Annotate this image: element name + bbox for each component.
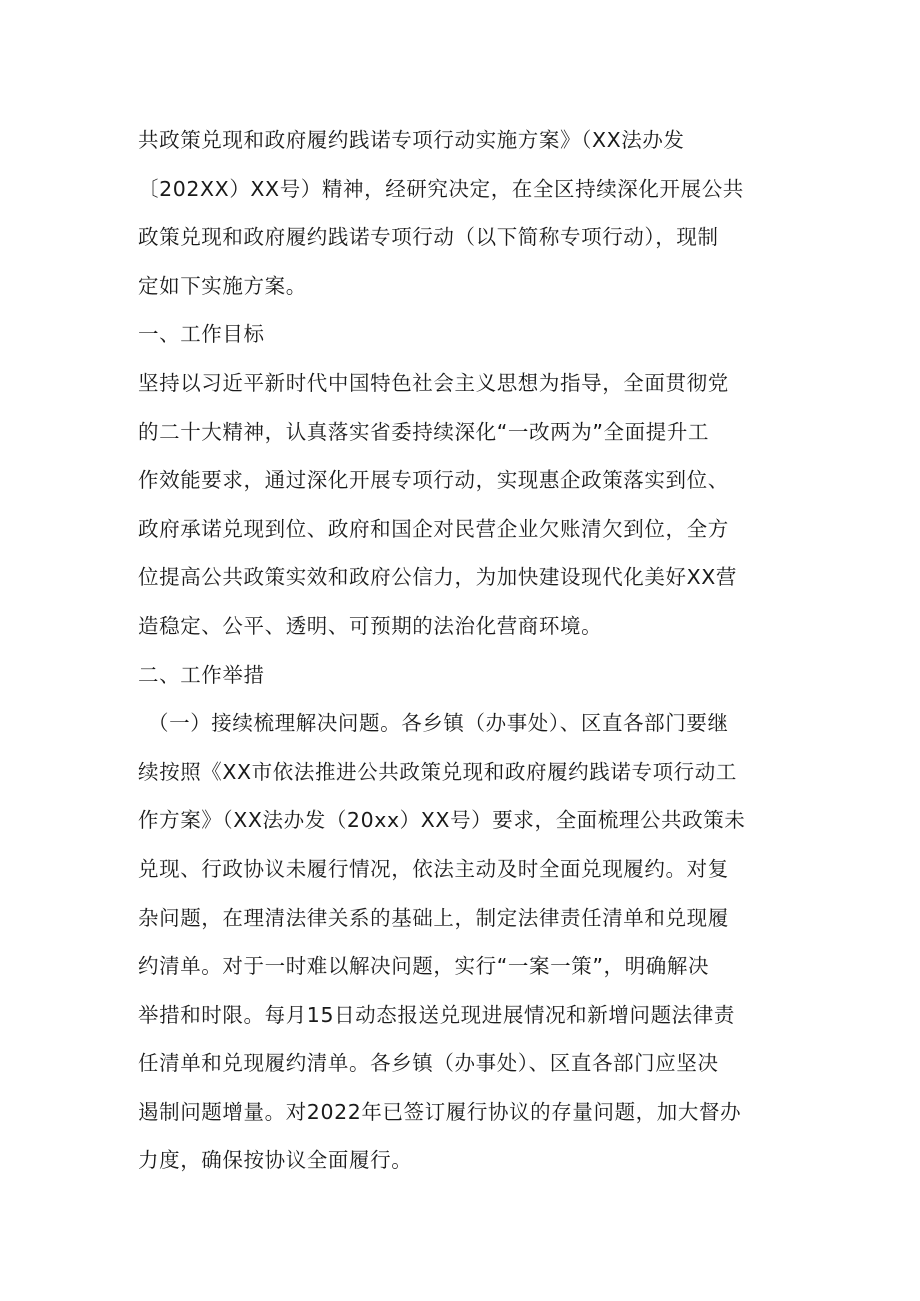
paragraph-line: 力度，确保按协议全面履行。 [138, 1148, 413, 1173]
paragraph-line: 遏制问题增量。对2022年已签订履行协议的存量问题，加大督办 [138, 1099, 742, 1124]
paragraph-line: （一）接续梳理解决问题。各乡镇（办事处）、区直各部门要继 [148, 711, 729, 736]
paragraph-line: 兑现、行政协议未履行情况，依法主动及时全面兑现履约。对复 [138, 856, 729, 881]
paragraph-line: 〔202XX）XX号）精神，经研究决定，在全区持续深化开展公共 [138, 176, 744, 201]
paragraph-line: 定如下实施方案。 [138, 273, 307, 298]
section-heading: 二、工作举措 [138, 662, 265, 687]
intro-paragraph [138, 116, 788, 310]
paragraph-line: 坚持以习近平新时代中国特色社会主义思想为指导，全面贯彻党 [138, 370, 729, 395]
paragraph-line: 的二十大精神，认真落实省委持续深化“一改两为”全面提升工 [138, 419, 710, 444]
paragraph-line: 作方案》（XX法办发（20xx）XX号）要求，全面梳理公共政策未 [138, 808, 746, 833]
paragraph-line: 任清单和兑现履约清单。各乡镇（办事处）、区直各部门应坚决 [138, 1051, 719, 1076]
paragraph-line: 举措和时限。每月15日动态报送兑现进展情况和新增问题法律责 [138, 1002, 735, 1027]
paragraph-line: 造稳定、公平、透明、可预期的法治化营商环境。 [138, 613, 603, 638]
document-body [138, 116, 788, 1185]
goals-paragraph [138, 359, 788, 651]
paragraph-line: 作效能要求，通过深化开展专项行动，实现惠企政策落实到位、 [138, 468, 729, 493]
section-heading-work-goals [138, 310, 788, 359]
measure-1-paragraph [138, 699, 788, 1185]
paragraph-line: 位提高公共政策实效和政府公信力，为加快建设现代化美好XX营 [138, 565, 737, 590]
paragraph-line: 政府承诺兑现到位、政府和国企对民营企业欠账清欠到位，全方 [138, 516, 729, 541]
section-heading-work-measures [138, 651, 788, 700]
paragraph-line: 约清单。对于一时难以解决问题，实行“一案一策”，明确解决 [138, 954, 710, 979]
paragraph-line: 续按照《XX市依法推进公共政策兑现和政府履约践诺专项行动工 [138, 759, 737, 784]
paragraph-line: 共政策兑现和政府履约践诺专项行动实施方案》（XX法办发 [138, 128, 685, 152]
paragraph-line: 政策兑现和政府履约践诺专项行动（以下简称专项行动），现制 [138, 225, 719, 250]
paragraph-line: 杂问题，在理清法律关系的基础上，制定法律责任清单和兑现履 [138, 905, 729, 930]
section-heading: 一、工作目标 [138, 322, 265, 347]
